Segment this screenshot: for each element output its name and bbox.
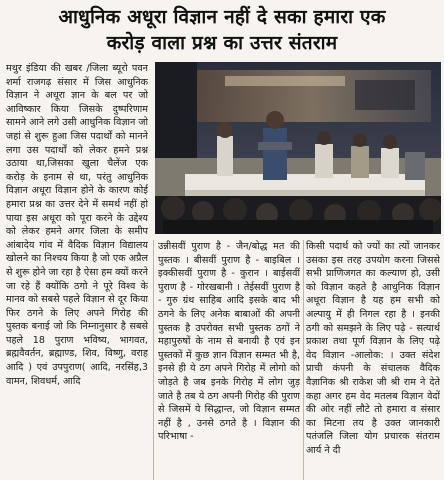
event-photo xyxy=(155,62,441,234)
headline-line-2: करोड़ वाला प्रश्न का उत्तर संतराम xyxy=(106,32,338,54)
column-3-text: किसी पदार्थ को ज्यों का त्यों जानकर उसका इस तरह उपयोग करना जिससे सभी प्राणिजगत का कल्याण हो, उसी को विज्ञान कहते है आधुनिक विज्ञान अधूरा विज्ञान है यह हम सभी को अल्पायु में ही निगल रहा है । इनकी ठगी को समझने के लिए पढ़े - सत्यार्थ प्रकाश तथा पूर्ण विज्ञान के लिए पढ़े वेद विज्ञान -आलोक: । उक्त संदेश प्राची कंपनी के संचालक वैदिक वैज्ञानिक श्री राकेश जी श्री राम ने देते कहा अगर हम वेद मतलब विज्ञान वेदों की ओर नहीं लौटे तो हमारा व संसार का मिटना तय है उक्त जानकारी पतंजलि जिला योग प्रचारक संतराम आर्य ने दी xyxy=(306,241,440,456)
column-1-text: मथुर इंडिया की खबर /जिला ब्यूरो पवन शर्मा राजगढ़ संसार में जिस आधुनिक विज्ञान ने अधूरा ज्ञान के बल पर जो आविष्कार किया जिसके दुष्परिणाम सामने आने लगे उसी आधुनिक विज्ञान जो जहां से शुरू हुआ जिस पदार्थों को मानने लगा उस पदार्थों को लेकर हमने प्रश्न उठाया था,जिसका खुला चैलेंज एक करोड़ के इनाम से था, परंतु आधुनिक विज्ञान अधूरा विज्ञान होने के कारण कोई हमारा प्रश्न का उत्तर देने में समर्थ नहीं हो पाया इस अधूरा को पूरा करने के उद्देश्य को लेकर हमने अगर जिला के समीप आंबादेय गांव में वैदिक विज्ञान विद्यालय खोलने का निश्चय किया है जो एक अप्रैल से शुरू होने जा रहा है ऐसा हम क्यों करने जा रहे हैं क्योंकि ठगो ने पूरे विश्व के मानव को सबसे पहले विज्ञान से दूर किया फिर ठगने के लिए अपने गिरोह की पुस्तक बनाई जो कि निम्नानुसार है सबसे पहले 18 पुराण भविष्य, भागवत, ब्रह्मवैवर्तन, ब्रह्माण्ड, शिव, विष्णु, वराह आदि ) एवं उपपुराण( आदि, नरसिंह,3 वामन, शिवधर्म, आदि xyxy=(6,63,148,387)
column-divider-1 xyxy=(153,240,154,480)
column-divider-2 xyxy=(303,240,304,480)
headline xyxy=(8,4,436,56)
column-2-text: उन्नीसवीं पुराण है - जैन/बोद्ध मत की पुस्तक । बीसवीं पुराण है - बाइबिल । इक्कीसवीं पुराण है - कुरान । बाईसवीं पुराण है - गोरखबानी । तेईसवीं पुराण है - गुरु ग्रंथ साहिब आदि इसके बाद भी ठगने के लिए अनेक बाबाओं की अपनी पुस्तक है उपरोक्त सभी पुस्तक ठगों ने महापुरुषों के नाम से बनायी है एवं इन पुस्तकों में कुछ ज्ञान विज्ञान सम्मत भी है, इनसे ही ये ठग अपने गिरोह में लोगो को जोड़ते है जब इनके गिरोह में लोग जुड़ जाते है तब ये ठग अपनी गिरोह की पुराण से जिसमें ये सिद्धान्त, जो विज्ञान सम्मत नहीं है , उनसे ठगते है । विज्ञान की परिभाषा - xyxy=(158,241,300,443)
headline-line-1: आधुनिक अधूरा विज्ञान नहीं दे सका हमारा एक xyxy=(58,6,386,28)
article-column-2 xyxy=(158,240,300,480)
stage-photo-illustration xyxy=(155,62,441,234)
article-column-3 xyxy=(306,240,440,480)
article-column-1 xyxy=(6,62,148,480)
